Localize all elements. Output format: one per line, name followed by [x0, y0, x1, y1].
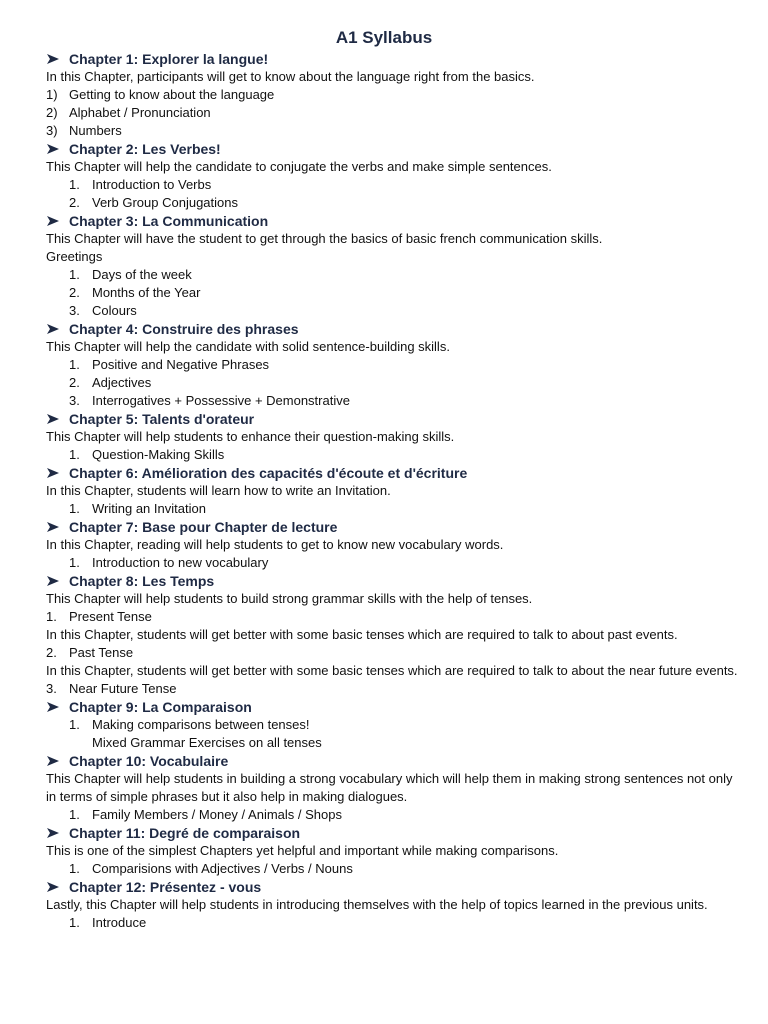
list-number: 3.: [69, 393, 80, 408]
list-text: Near Future Tense: [69, 681, 177, 696]
list-item: [46, 608, 746, 626]
list-text: Days of the week: [92, 267, 192, 282]
chapter-title: Chapter 10: Vocabulaire: [69, 753, 229, 769]
list-text: Adjectives: [92, 375, 152, 390]
list-number: 1.: [69, 267, 80, 282]
chapter-description: In this Chapter, reading will help students to get to know new vocabulary words.: [46, 537, 504, 552]
chapter-section: [46, 50, 746, 140]
list-text: Writing an Invitation: [92, 501, 206, 516]
chapter-description: This is one of the simplest Chapters yet helpful and important while making comparisons.: [46, 843, 559, 858]
list-item: [46, 284, 746, 302]
list-text: Interrogatives + Possessive + Demonstrative: [92, 393, 350, 408]
list-text: Introduction to Verbs: [92, 177, 212, 192]
list-item: [46, 644, 746, 662]
list-item: [46, 356, 746, 374]
chapter-section: [46, 572, 746, 698]
chapter-title: Chapter 1: Explorer la langue!: [69, 51, 269, 67]
chapter-heading: [46, 824, 746, 842]
chapter-title: Chapter 3: La Communication: [69, 213, 269, 229]
list-number: 2.: [69, 375, 80, 390]
chapter-section: [46, 752, 746, 824]
arrow-bullet-icon: [46, 701, 69, 713]
list-number: 1.: [69, 357, 80, 372]
list-item: [46, 914, 746, 932]
list-number: 1): [46, 87, 58, 102]
chapter-description: This Chapter will help students to build strong grammar skills with the help of tenses.: [46, 591, 533, 606]
arrow-bullet-icon: [46, 413, 69, 425]
chapter-heading: [46, 572, 746, 590]
chapter-title: Chapter 8: Les Temps: [69, 573, 215, 589]
list-item: [46, 374, 746, 392]
syllabus-content: [46, 50, 746, 932]
list-item: [46, 716, 746, 734]
chapter-title: Chapter 5: Talents d'orateur: [69, 411, 255, 427]
list-number: 1.: [69, 177, 80, 192]
list-item: [46, 122, 746, 140]
chapter-description: In this Chapter, participants will get to know about the language right from the basics.: [46, 69, 535, 84]
chapter-heading: [46, 50, 746, 68]
chapter-section: [46, 140, 746, 212]
list-number: 2.: [69, 195, 80, 210]
list-number: 2.: [69, 285, 80, 300]
chapter-heading: [46, 320, 746, 338]
chapter-heading: [46, 140, 746, 158]
tense-note: In this Chapter, students will get better with some basic tenses which are required to talk to about the near future events.: [46, 663, 738, 678]
page-title: A1 Syllabus: [335, 28, 433, 47]
list-number: 1.: [69, 501, 80, 516]
arrow-bullet-icon: [46, 215, 69, 227]
list-number: 2): [46, 105, 58, 120]
chapter-heading: [46, 410, 746, 428]
list-number: 1.: [69, 555, 80, 570]
arrow-bullet-icon: [46, 53, 69, 65]
chapter-section: [46, 464, 746, 518]
chapter-section: [46, 824, 746, 878]
list-item: [46, 176, 746, 194]
chapter-description: This Chapter will help students in building a strong vocabulary which will help them in making strong sentences not only in terms of simple phrases but it also help in making dialogues.: [46, 771, 733, 804]
list-item: [46, 680, 746, 698]
chapter-title: Chapter 12: Présentez - vous: [69, 879, 262, 895]
chapter-section: [46, 212, 746, 320]
chapter-description: In this Chapter, students will learn how to write an Invitation.: [46, 483, 391, 498]
list-text: Introduce: [92, 915, 147, 930]
chapter-title: Chapter 9: La Comparaison: [69, 699, 252, 715]
list-item: [46, 86, 746, 104]
chapter-subheading: Greetings: [46, 249, 103, 264]
list-number: 1.: [69, 717, 80, 732]
tense-note: In this Chapter, students will get better with some basic tenses which are required to talk to about past events.: [46, 627, 678, 642]
list-text: Past Tense: [69, 645, 134, 660]
chapter-title: Chapter 7: Base pour Chapter de lecture: [69, 519, 338, 535]
list-text: Getting to know about the language: [69, 87, 275, 102]
arrow-bullet-icon: [46, 755, 69, 767]
list-text: Question-Making Skills: [92, 447, 225, 462]
chapter-section: [46, 410, 746, 464]
list-item: [46, 302, 746, 320]
chapter-heading: [46, 212, 746, 230]
chapter-section: [46, 320, 746, 410]
chapter-title: Chapter 11: Degré de comparaison: [69, 825, 301, 841]
list-item: [46, 446, 746, 464]
arrow-bullet-icon: [46, 143, 69, 155]
chapter-title: Chapter 6: Amélioration des capacités d'écoute et d'écriture: [69, 465, 468, 481]
list-text: Comparisions with Adjectives / Verbs / Nouns: [92, 861, 353, 876]
list-number: 2.: [46, 645, 57, 660]
chapter-section: [46, 518, 746, 572]
chapter-title: Chapter 4: Construire des phrases: [69, 321, 299, 337]
list-number: 1.: [69, 807, 80, 822]
list-item: [46, 392, 746, 410]
list-number: 1.: [69, 861, 80, 876]
chapter-section: [46, 878, 746, 932]
chapter-description: This Chapter will help students to enhance their question-making skills.: [46, 429, 455, 444]
list-text: Introduction to new vocabulary: [92, 555, 269, 570]
list-item: [46, 554, 746, 572]
list-item: [46, 266, 746, 284]
list-text: Months of the Year: [92, 285, 201, 300]
chapter-description: This Chapter will help the candidate to conjugate the verbs and make simple sentences.: [46, 159, 552, 174]
chapter-heading: [46, 698, 746, 716]
chapter-heading: [46, 878, 746, 896]
list-text: Verb Group Conjugations: [92, 195, 238, 210]
list-number: 1.: [69, 447, 80, 462]
arrow-bullet-icon: [46, 467, 69, 479]
list-item: [46, 500, 746, 518]
list-number: 1.: [46, 609, 57, 624]
list-item: [46, 104, 746, 122]
chapter-description: This Chapter will help the candidate with solid sentence-building skills.: [46, 339, 450, 354]
list-item-continuation: Mixed Grammar Exercises on all tenses: [92, 735, 322, 750]
chapter-heading: [46, 518, 746, 536]
list-text: Numbers: [69, 123, 122, 138]
list-item: [46, 194, 746, 212]
list-number: 3.: [46, 681, 57, 696]
chapter-description: This Chapter will have the student to get through the basics of basic french communication skills.: [46, 231, 603, 246]
arrow-bullet-icon: [46, 881, 69, 893]
chapter-heading: [46, 752, 746, 770]
list-text: Present Tense: [69, 609, 152, 624]
chapter-heading: [46, 464, 746, 482]
list-text: Alphabet / Pronunciation: [69, 105, 211, 120]
arrow-bullet-icon: [46, 521, 69, 533]
list-text: Making comparisons between tenses!: [92, 717, 310, 732]
list-text: Family Members / Money / Animals / Shops: [92, 807, 342, 822]
list-number: 1.: [69, 915, 80, 930]
arrow-bullet-icon: [46, 827, 69, 839]
list-item: [46, 860, 746, 878]
list-number: 3): [46, 123, 58, 138]
chapter-title: Chapter 2: Les Verbes!: [69, 141, 221, 157]
list-item: [46, 806, 746, 824]
chapter-description: Lastly, this Chapter will help students in introducing themselves with the help of topics learned in the previous units.: [46, 897, 708, 912]
arrow-bullet-icon: [46, 575, 69, 587]
list-text: Colours: [92, 303, 137, 318]
arrow-bullet-icon: [46, 323, 69, 335]
chapter-section: [46, 698, 746, 752]
list-number: 3.: [69, 303, 80, 318]
list-text: Positive and Negative Phrases: [92, 357, 270, 372]
